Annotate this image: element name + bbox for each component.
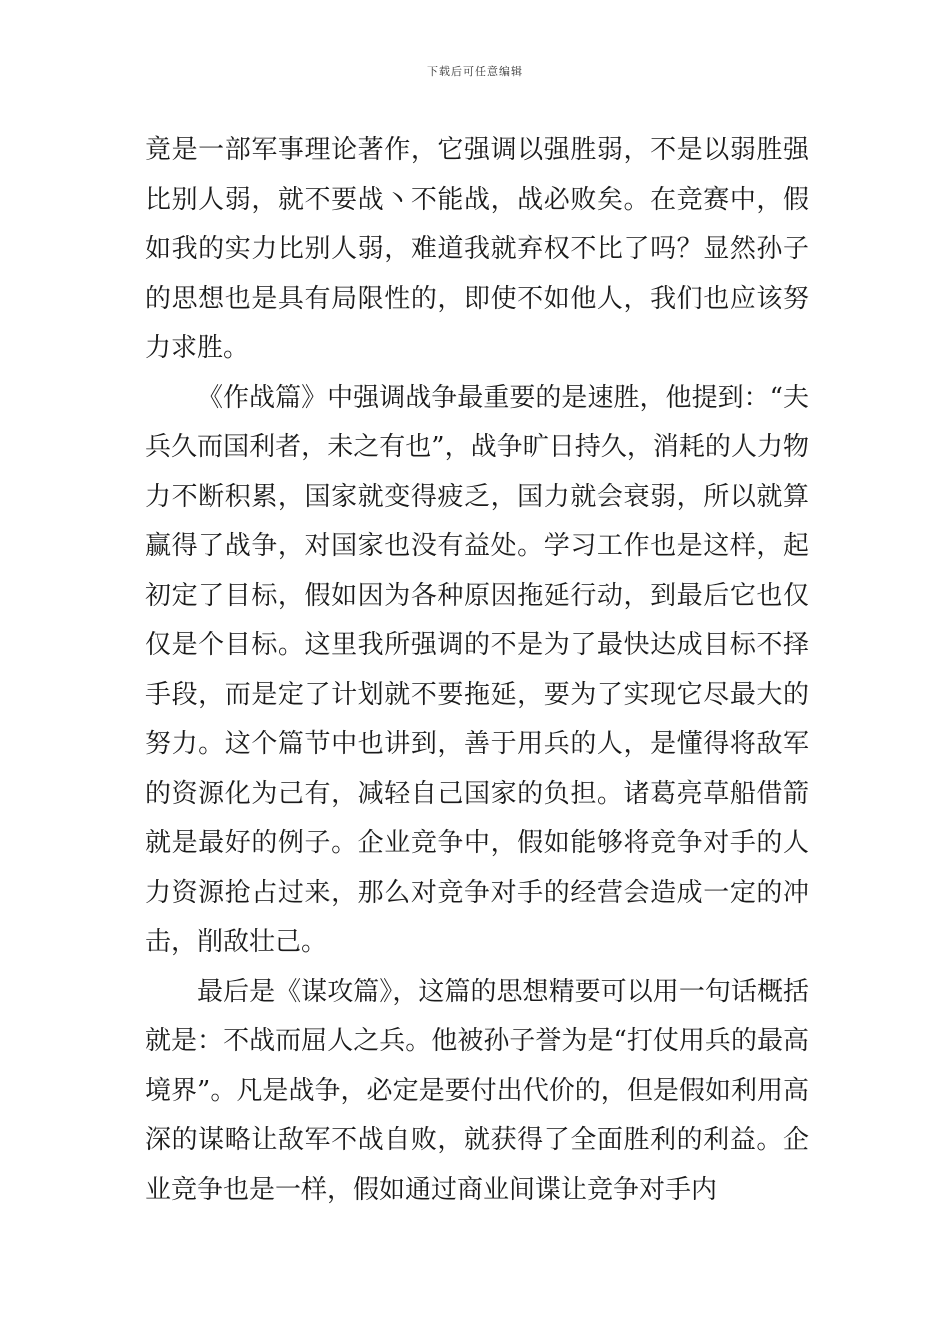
paragraph-2: 《作战篇》中强调战争最重要的是速胜，他提到：“夫兵久而国利者，未之有也”，战争旷日持久，消耗的人力物力不断积累，国家就变得疲乏，国力就会衰弱，所以就算赢得了战争，对国家也没有益处。学习工作也是这样，起初定了目标，假如因为各种原因拖延行动，到最后它也仅仅是个目标。这里我所强调的不是为了最快达成目标不择手段，而是定了计划就不要拖延，要为了实现它尽最大的努力。这个篇节中也讲到，善于用兵的人，是懂得将敌军的资源化为己有，减轻自己国家的负担。诸葛亮草船借箭就是最好的例子。企业竞争中，假如能够将竞争对手的人力资源抢占过来，那么对竞争对手的经营会造成一定的冲击，削敌壮己。 [145, 382, 809, 957]
document-body [145, 126, 809, 1215]
paragraph-1: 竟是一部军事理论著作，它强调以强胜弱，不是以弱胜强比别人弱，就不要战丶不能战，战必败矣。在竞赛中，假如我的实力比别人弱，难道我就弃权不比了吗？显然孙子的思想也是具有局限性的，即使不如他人，我们也应该努力求胜。 [145, 135, 809, 363]
paragraph-3: 最后是《谋攻篇》，这篇的思想精要可以用一句话概括就是：不战而屈人之兵。他被孙子誉为是“打仗用兵的最高境界”。凡是战争，必定是要付出代价的，但是假如利用高深的谋略让敌军不战自败，就获得了全面胜利的利益。企业竞争也是一样，假如通过商业间谍让竞争对手内 [145, 976, 809, 1205]
page-header: 下载后可任意编辑 [427, 65, 523, 78]
